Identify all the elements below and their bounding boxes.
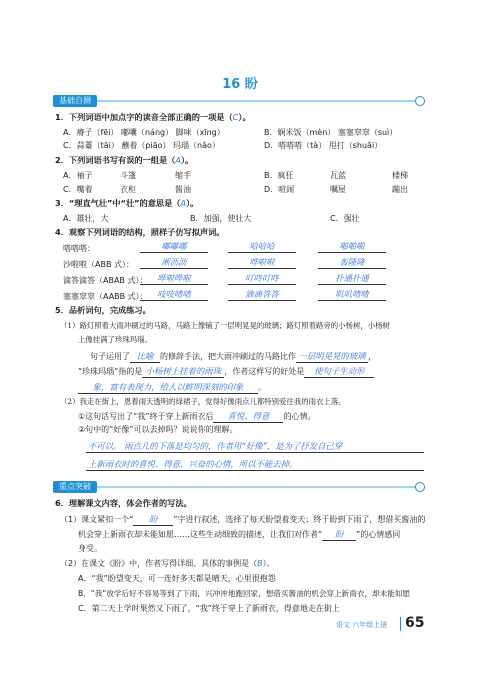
q5-blank: 喜悦、得意 (213, 410, 283, 423)
circle-icon (415, 482, 425, 492)
q5-passage-1-line1: （1）路灯照着大雨冲刷过的马路，马路上像铺了一层明晃晃的玻璃；路灯照着路旁的小杨树，小杨树 (60, 321, 390, 330)
q4-answer: 轰隆隆 (318, 256, 386, 269)
q4-answer: 哗啦哗啦 (140, 272, 208, 285)
q5-sub1: ①这句话写出了“我”终于穿上新雨衣后 喜悦、得意 的心情。 (78, 411, 316, 421)
q3-option-c: C．强壮 (330, 214, 360, 223)
q2-word: 缩手 (175, 171, 191, 180)
q2-word: B．疯狂 (264, 171, 294, 180)
q1-answer: C (232, 112, 239, 122)
q4-answer: 叽叽喳喳 (318, 288, 386, 301)
q4-row-label: 沙啦啦（ABB 式）： (63, 260, 134, 269)
page-number: 65 (405, 615, 425, 631)
q2-word: 蹦出 (392, 185, 408, 194)
q6-option-c: C．第二天上学时果然又下雨了，“我”终于穿上了新雨衣，得意地走在街上 (78, 604, 340, 613)
q4-answer: 哗啦啦 (228, 256, 296, 269)
q5-blank: 比喻 (130, 350, 160, 363)
q4-answer: 淅沥沥 (140, 256, 208, 269)
q5-answer-1-line3: 象，富有表现力，给人以鲜明深刻的印象 。 (78, 381, 266, 394)
q2-word: 衣柜 (120, 185, 136, 194)
footer-label: 语文 六年级上册 (336, 621, 388, 629)
q4-answer: 啪啪啪 (318, 240, 386, 253)
q1-option-d: D．嗒嗒嗒（tà） 甩打（shuǎi） (264, 141, 383, 150)
q4-row-label: 滴答滴答（ABAB 式）： (63, 276, 148, 285)
q4-answer: 吱吱喳喳 (140, 288, 208, 301)
q5-passage-2: （2）我走在街上，恩着雨天透明的绿裙子，觉得好像雨点儿都特别爱往我的雨衣上落。 (60, 397, 346, 406)
q2-stem: 2．下列词语书写有误的一组是（A）。 (55, 155, 194, 165)
q6-option-b: B．“我”放学后好不容易等到了下雨，兴冲冲地跑回家，想借买酱油的机会穿上新雨衣，却未能如愿 (78, 589, 411, 598)
q3-option-a: A．雄壮，大 (63, 214, 109, 223)
q3-answer: A (180, 198, 187, 208)
q5-answer-1-line1: 句子运用了 比喻 的修辞手法，把大雨冲刷过的马路比作 一层明晃晃的玻璃 ， (90, 351, 376, 361)
q4-row-label: 塞塞窣窣（AABB 式）： (63, 292, 148, 301)
circle-icon (415, 96, 425, 106)
section-label-key: 重点突破 (53, 481, 97, 493)
q1-stem: 1．下列词语中加点字的读音全部正确的一项是（C）。 (55, 112, 251, 122)
q5-blank: 使句子生动形 (304, 365, 374, 378)
section-bar-key (53, 481, 425, 493)
q5-blank: 象，富有表现力，给人以鲜明深刻的印象 (78, 381, 258, 394)
q5-passage-1-line2: 上像挂满了珍珠玛瑙。 (78, 335, 152, 344)
page-title: 16 盼 (222, 77, 258, 92)
q5-answer-1-line2: “珍珠玛瑙”指的是 小杨树上挂着的雨珠 ，作者这样写的好处是 使句子生动形 (78, 365, 374, 378)
q4-answer: 扑通扑通 (318, 272, 386, 285)
q6-blank: 盼 (133, 513, 173, 526)
q6-blank: 盼 (322, 528, 356, 541)
q2-word: C．嘴着 (63, 185, 93, 194)
q6-option-a: A．“我”盼望变天，可一连好多天都是晴天，心里很抱怨 (78, 574, 276, 583)
q2-word: D．喧闹 (264, 185, 295, 194)
q2-word: 斗篷 (120, 171, 136, 180)
q2-word: 楼梯 (392, 171, 408, 180)
q5-sub2: ②句中的“好像”可以去掉吗？说说你的理解。 (78, 425, 238, 434)
q4-answer: 嘟嘟嘟 (140, 240, 208, 253)
q6-answer: B (257, 559, 263, 568)
q5-stem: 5．品析词句，完成练习。 (55, 305, 151, 315)
footer-divider (400, 617, 401, 631)
q6-stem: 6．理解课文内容，体会作者的写法。 (55, 498, 192, 508)
q2-word: 嘱屋 (330, 185, 346, 194)
q4-answer: 哈哈哈 (228, 240, 296, 253)
q4-answer: 滴滴答答 (228, 288, 296, 301)
q6-p2-stem: （2）在课文《盼》中，作者写得详细、具体的事例是（B）。 (60, 559, 275, 568)
q3-stem: 3．“理直气壮”中“壮”的意思是（A）。 (55, 198, 199, 208)
q5-handwritten-answer-line2: 上新雨衣时的喜悦、得意、兴奋的心情，所以不能去掉。 (88, 459, 298, 469)
q2-word: A．袖子 (63, 171, 93, 180)
section-bar-basic (53, 95, 425, 107)
q2-word: 瓦蓝 (330, 171, 346, 180)
q2-answer: A (175, 155, 181, 165)
q3-option-b: B．加强，使壮大 (190, 214, 252, 223)
q4-row-label: 嗒嗒嗒： (63, 244, 95, 253)
q6-p1-line3: 身受。 (78, 544, 102, 553)
q1-option-c: C．蒜薹（tāi） 蘸着（piāo） 玛瑙（nǎo） (63, 141, 220, 150)
q1-option-a: A．瘠子（fēi） 嘟囔（náng） 脚味（xīng） (63, 128, 225, 137)
q6-p1-line1: （1）课文紧扣一个“ 盼 ”字进行叙述，选择了每天盼望着变天；终于盼到下雨了，想借买酱油的 (60, 514, 426, 524)
q5-blank: 一层明晃晃的玻璃 (296, 350, 368, 363)
q1-option-b: B．娴米饭（mèn） 塞塞窣窣（suì） (264, 128, 398, 137)
q5-handwritten-answer-line1: 不可以。 雨点儿的下落是均匀的，作者用“好像”，是为了抒发自己穿 (88, 441, 343, 451)
q2-word: 酱油 (175, 185, 191, 194)
q4-stem: 4．观察下列词语的结构，照样子仿写拟声词。 (55, 227, 225, 237)
q6-p1-line2: 机会穿上新雨衣却未能如愿……这些生动细致的描述，让我们对作者“ 盼 ”的心情感同 (78, 529, 401, 539)
q4-answer: 叮咚叮咚 (228, 272, 296, 285)
q5-blank: 小杨树上挂着的雨珠 (142, 365, 224, 378)
section-label-basic: 基础自测 (53, 95, 97, 107)
